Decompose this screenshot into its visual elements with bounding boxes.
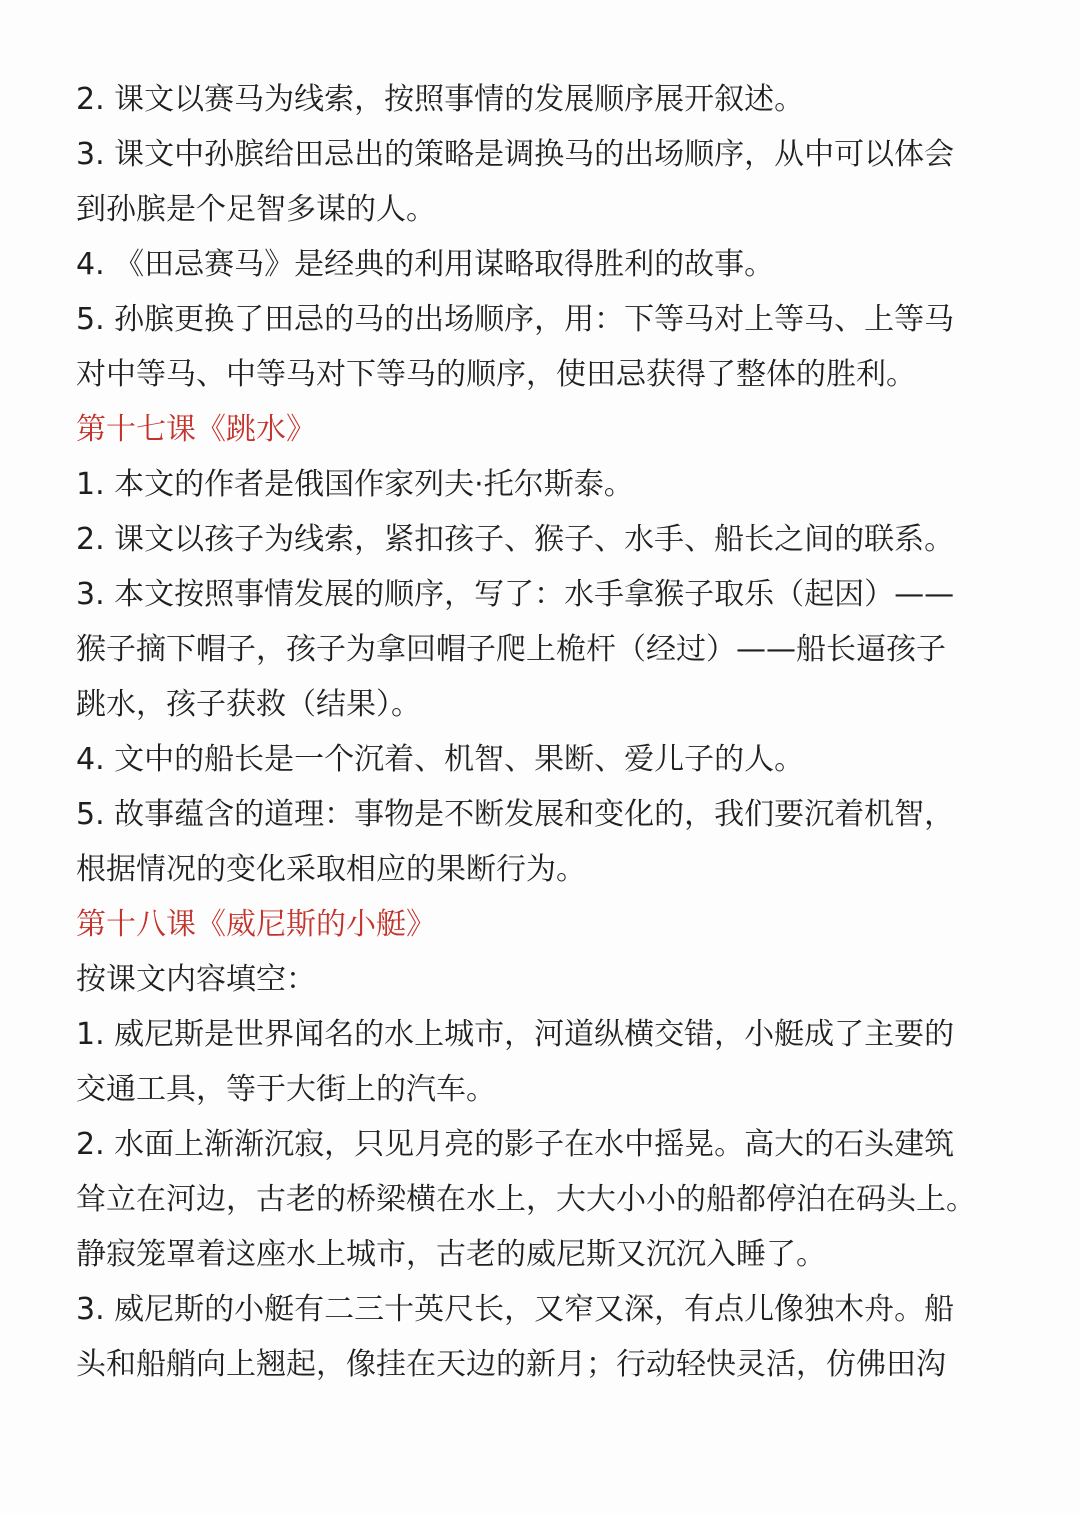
text-line: 2. 水面上渐渐沉寂，只见月亮的影子在水中摇晃。高大的石头建筑 xyxy=(76,1127,955,1162)
text-line: 耸立在河边，古老的桥梁横在水上，大大小小的船都停泊在码头上。 xyxy=(76,1182,976,1217)
text-line: 交通工具，等于大街上的汽车。 xyxy=(76,1072,496,1107)
text-line: 5. 故事蕴含的道理：事物是不断发展和变化的，我们要沉着机智， xyxy=(76,797,955,832)
text-line: 跳水，孩子获救（结果）。 xyxy=(76,687,421,722)
text-line: 1. 本文的作者是俄国作家列夫·托尔斯泰。 xyxy=(76,467,634,502)
section-heading: 第十八课《威尼斯的小艇》 xyxy=(76,907,436,942)
section-heading: 第十七课《跳水》 xyxy=(76,412,316,447)
text-line: 3. 威尼斯的小艇有二三十英尺长，又窄又深，有点儿像独木舟。船 xyxy=(76,1292,955,1327)
text-line: 猴子摘下帽子，孩子为拿回帽子爬上桅杆（经过）——船长逼孩子 xyxy=(76,632,946,667)
text-line: 4. 文中的船长是一个沉着、机智、果断、爱儿子的人。 xyxy=(76,742,805,777)
text-line: 2. 课文以赛马为线索，按照事情的发展顺序展开叙述。 xyxy=(76,82,805,117)
text-line: 1. 威尼斯是世界闻名的水上城市，河道纵横交错，小艇成了主要的 xyxy=(76,1017,955,1052)
text-line: 到孙膑是个足智多谋的人。 xyxy=(76,192,436,227)
text-line: 3. 课文中孙膑给田忌出的策略是调换马的出场顺序，从中可以体会 xyxy=(76,137,955,172)
text-line: 根据情况的变化采取相应的果断行为。 xyxy=(76,852,586,887)
text-line: 静寂笼罩着这座水上城市，古老的威尼斯又沉沉入睡了。 xyxy=(76,1237,826,1272)
text-line: 按课文内容填空： xyxy=(76,962,316,997)
text-line: 4. 《田忌赛马》是经典的利用谋略取得胜利的故事。 xyxy=(76,247,775,282)
text-line: 2. 课文以孩子为线索，紧扣孩子、猴子、水手、船长之间的联系。 xyxy=(76,522,955,557)
text-line: 头和船艄向上翘起，像挂在天边的新月；行动轻快灵活，仿佛田沟 xyxy=(76,1347,946,1382)
text-line: 3. 本文按照事情发展的顺序，写了：水手拿猴子取乐（起因）—— xyxy=(76,577,955,612)
text-line: 5. 孙膑更换了田忌的马的出场顺序，用：下等马对上等马、上等马 xyxy=(76,302,955,337)
text-line: 对中等马、中等马对下等马的顺序，使田忌获得了整体的胜利。 xyxy=(76,357,916,392)
